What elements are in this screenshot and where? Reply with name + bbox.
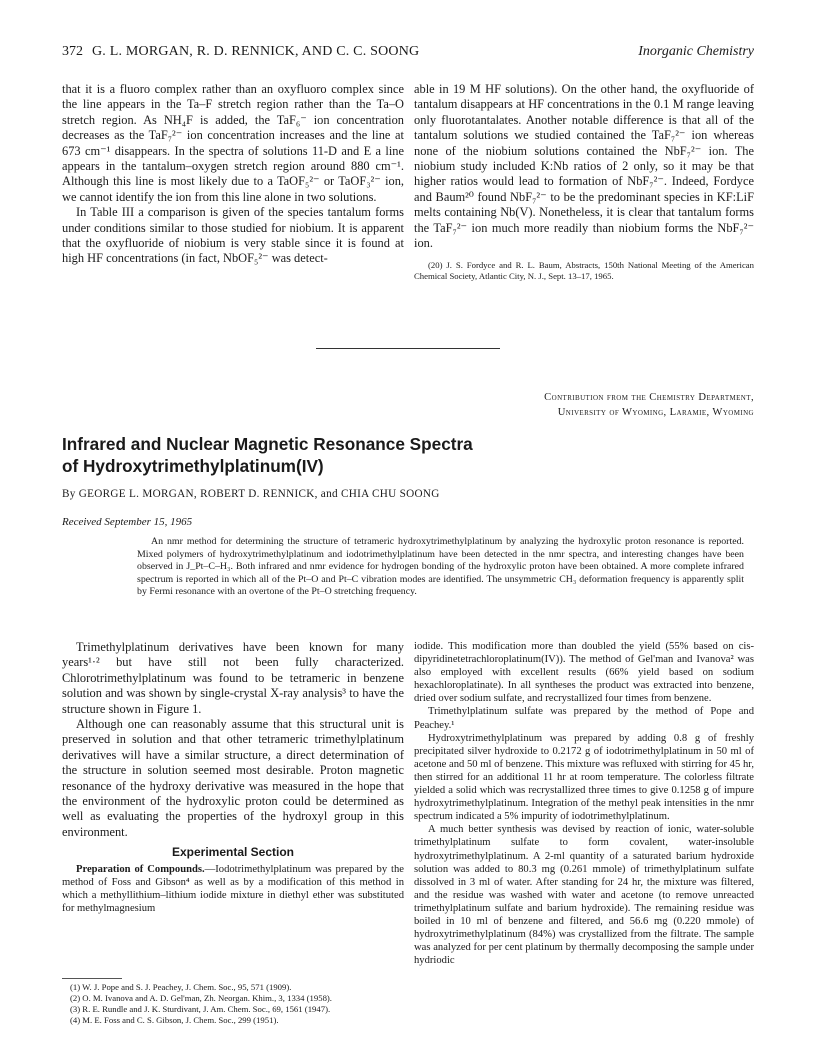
intro-paragraph-2: Although one can reasonably assume that this structural unit is preserved in solution and that other tetrameric trimethylplatinum derivatives will have a similar structure, a direct determination of the structure in solution seemed most desirable. Proton magnetic resonance of the hydroxy derivative was measured in the hope that the environment of the hydroxylic proton could be determined as well as evaluating the properties of the hydroxyl group in this environment.: [62, 717, 404, 839]
footnote-20: (20) J. S. Fordyce and R. L. Baum, Abstracts, 150th National Meeting of the American Chemical Society, Atlantic City, N. J., Sept. 13–17, 1965.: [414, 260, 754, 282]
article-separator: [316, 348, 500, 349]
footnotes: [62, 982, 404, 1026]
header-authors: G. L. MORGAN, R. D. RENNICK, AND C. C. SOONG: [92, 44, 420, 59]
body-right-column: [414, 640, 754, 967]
article-title: [62, 433, 582, 477]
page-number: 372: [62, 44, 83, 59]
title-line-2: of Hydroxytrimethylplatinum(IV): [62, 456, 324, 476]
modification-paragraph: iodide. This modification more than doubled the yield (55% based on cis-dipyridinetetrachloroplatinum(IV)). The method of Gel'man and Ivanova² was also employed with excellent results (66% yield based on sodium hexachloroplatinate). In all syntheses the product was extracted into benzene, dried over sodium sulfate, and recrystallized four times from benzene.: [414, 641, 754, 705]
abstract-text: An nmr method for determining the structure of tetrameric hydroxytrimethylplatinum by analyzing the hydroxylic proton resonance is reported. Mixed polymers of hydroxytrimethylplatinum and iodotrimethylplatinum have been detected in the nmr spectra, and interesting changes have been observed in J_Pt–C–H₃. Both infrared and nmr evidence for hydrogen bonding of the hydroxylic proton have been obtained. A more complete infrared spectrum is reported in which all of the Pt–O and Pt–C vibration modes are identified. The unsymmetric CH₃ deformation frequency is apparently split by Fermi resonance with an overtone of the Pt–O stretching frequency.: [137, 536, 744, 598]
preparation-label: Preparation of Compounds.: [76, 863, 205, 875]
contribution-line-1: Contribution from the Chemistry Department,: [544, 392, 754, 403]
abstract: [137, 536, 744, 599]
footnote-3: (3) R. E. Rundle and J. K. Sturdivant, J. Am. Chem. Soc., 69, 1561 (1947).: [70, 1004, 331, 1014]
journal-name: Inorganic Chemistry: [638, 44, 754, 59]
contribution-affiliation: [414, 390, 754, 420]
section-heading: Experimental Section: [171, 845, 295, 860]
intro-paragraph-1: Trimethylplatinum derivatives have been known for many years¹·² but have still not been fully characterized. Chlorotrimethylplatinum was found to be tetrameric in benzene solution and was shown by single-crystal X-ray analysis³ to have the structure shown in Figure 1.: [62, 640, 404, 716]
author-byline: By GEORGE L. MORGAN, ROBERT D. RENNICK, and CHIA CHU SOONG: [62, 488, 440, 500]
footnote-rule: [62, 978, 122, 979]
received-date: Received September 15, 1965: [62, 516, 193, 528]
contribution-line-2: University of Wyoming, Laramie, Wyoming: [557, 407, 754, 418]
running-header: [62, 44, 754, 64]
top-right-column: [414, 82, 754, 282]
sulfate-paragraph: Trimethylplatinum sulfate was prepared by the method of Pope and Peachey.¹: [414, 706, 754, 731]
footnote-1: (1) W. J. Pope and S. J. Peachey, J. Chem. Soc., 95, 571 (1909).: [70, 982, 292, 992]
footnote-4: (4) M. E. Foss and C. S. Gibson, J. Chem. Soc., 299 (1951).: [70, 1015, 279, 1025]
preparation-paragraph: [62, 863, 404, 915]
preparation-text: —Iodotrimethylplatinum was prepared by the method of Foss and Gibson⁴ as well as by a modification of this method in which a methyllithium–lithium iodide mixture in diethyl ether was substituted for methylmagnesium: [62, 863, 405, 914]
continued-paragraph: that it is a fluoro complex rather than an oxyfluoro complex since the line appears in the Ta–F stretch region rather than the Ta–O stretch region. As NH₄F is added, the TaF₆⁻ ion concentration decreases as the TaF₇²⁻ ion concentration increases and the line at 673 cm⁻¹ disappears. In the spectra of solutions 11-D and E a line appears in the tantalum–oxygen stretch region around 880 cm⁻¹. Although this line is most likely due to a TaOF₅²⁻ or TaOF₃²⁻ ion, we cannot identify the ion from this line alone in two solutions.: [62, 82, 404, 204]
title-line-1: Infrared and Nuclear Magnetic Resonance Spectra: [62, 434, 473, 454]
hydroxy-prep-paragraph: Hydroxytrimethylplatinum was prepared by adding 0.8 g of freshly precipitated silver hydroxide to 0.2172 g of iodotrimethylplatinum in 50 ml of acetone and 50 ml of benzene. This mixture was refluxed with stirring for 45 hr, then stirred for an additional 11 hr at room temperature. The colorless filtrate yielded a solid which was recrystallized three times to give 0.1258 g of impure hydroxytrimethylplatinum. Integration of the methyl peak intensities in the nmr spectrum indicated a 5% impurity of iodotrimethylplatinum.: [414, 732, 754, 823]
better-synthesis-paragraph: A much better synthesis was devised by reaction of ionic, water-soluble trimethylplatinum sulfate to form covalent, water-insoluble hydroxytrimethylplatinum. A 2-ml quantity of a saturated barium hydroxide solution was added to 80.3 mg (0.261 mmole) of trimethylplatinum sulfate dissolved in 3 ml of water. After standing for 24 hr, the mixture was filtered, and the residue was washed with water and acetone (to remove unreacted trimethylplatinum sulfate and barium hydroxide). The remaining residue was boiled in 10 ml of benzene and filtered, and 56.6 mg (0.220 mmole) of hydroxytrimethylplatinum (84%) was crystallized from the filtrate. The sample was analyzed for per cent platinum by thermally decomposing the sample under hydriodic: [414, 824, 754, 967]
table-comparison-paragraph: In Table III a comparison is given of the species tantalum forms under conditions similar to those studied for niobium. It is apparent that the oxyfluoride of niobium is very stable since it is found at high HF concentrations (in fact, NbOF₅²⁻ was detect-: [62, 205, 404, 266]
niobium-tantalum-paragraph: able in 19 M HF solutions). On the other hand, the oxyfluoride of tantalum disappears at HF concentrations in the 0.1 M range leaving only fluorotantalates. Another notable difference is that all of the tantalum solutions we studied contained the TaF₇²⁻ ion whereas none of the niobium solutions contained the NbF₇²⁻ ion. The niobium study included K:Nb ratios of 2 only, so it may be that higher ratios would lead to formation of NbF₇²⁻. Indeed, Fordyce and Baum²⁰ found NbF₇²⁻ to be the predominant species in KF:LiF melts containing Nb(V). Nonetheless, it is clear that tantalum forms the TaF₇²⁻ ion much more readily than niobium forms the NbF₇²⁻ ion.: [414, 82, 754, 251]
body-left-column: [62, 640, 404, 915]
top-left-column: [62, 82, 404, 267]
footnote-2: (2) O. M. Ivanova and A. D. Gel'man, Zh. Neorgan. Khim., 3, 1334 (1958).: [70, 993, 332, 1003]
